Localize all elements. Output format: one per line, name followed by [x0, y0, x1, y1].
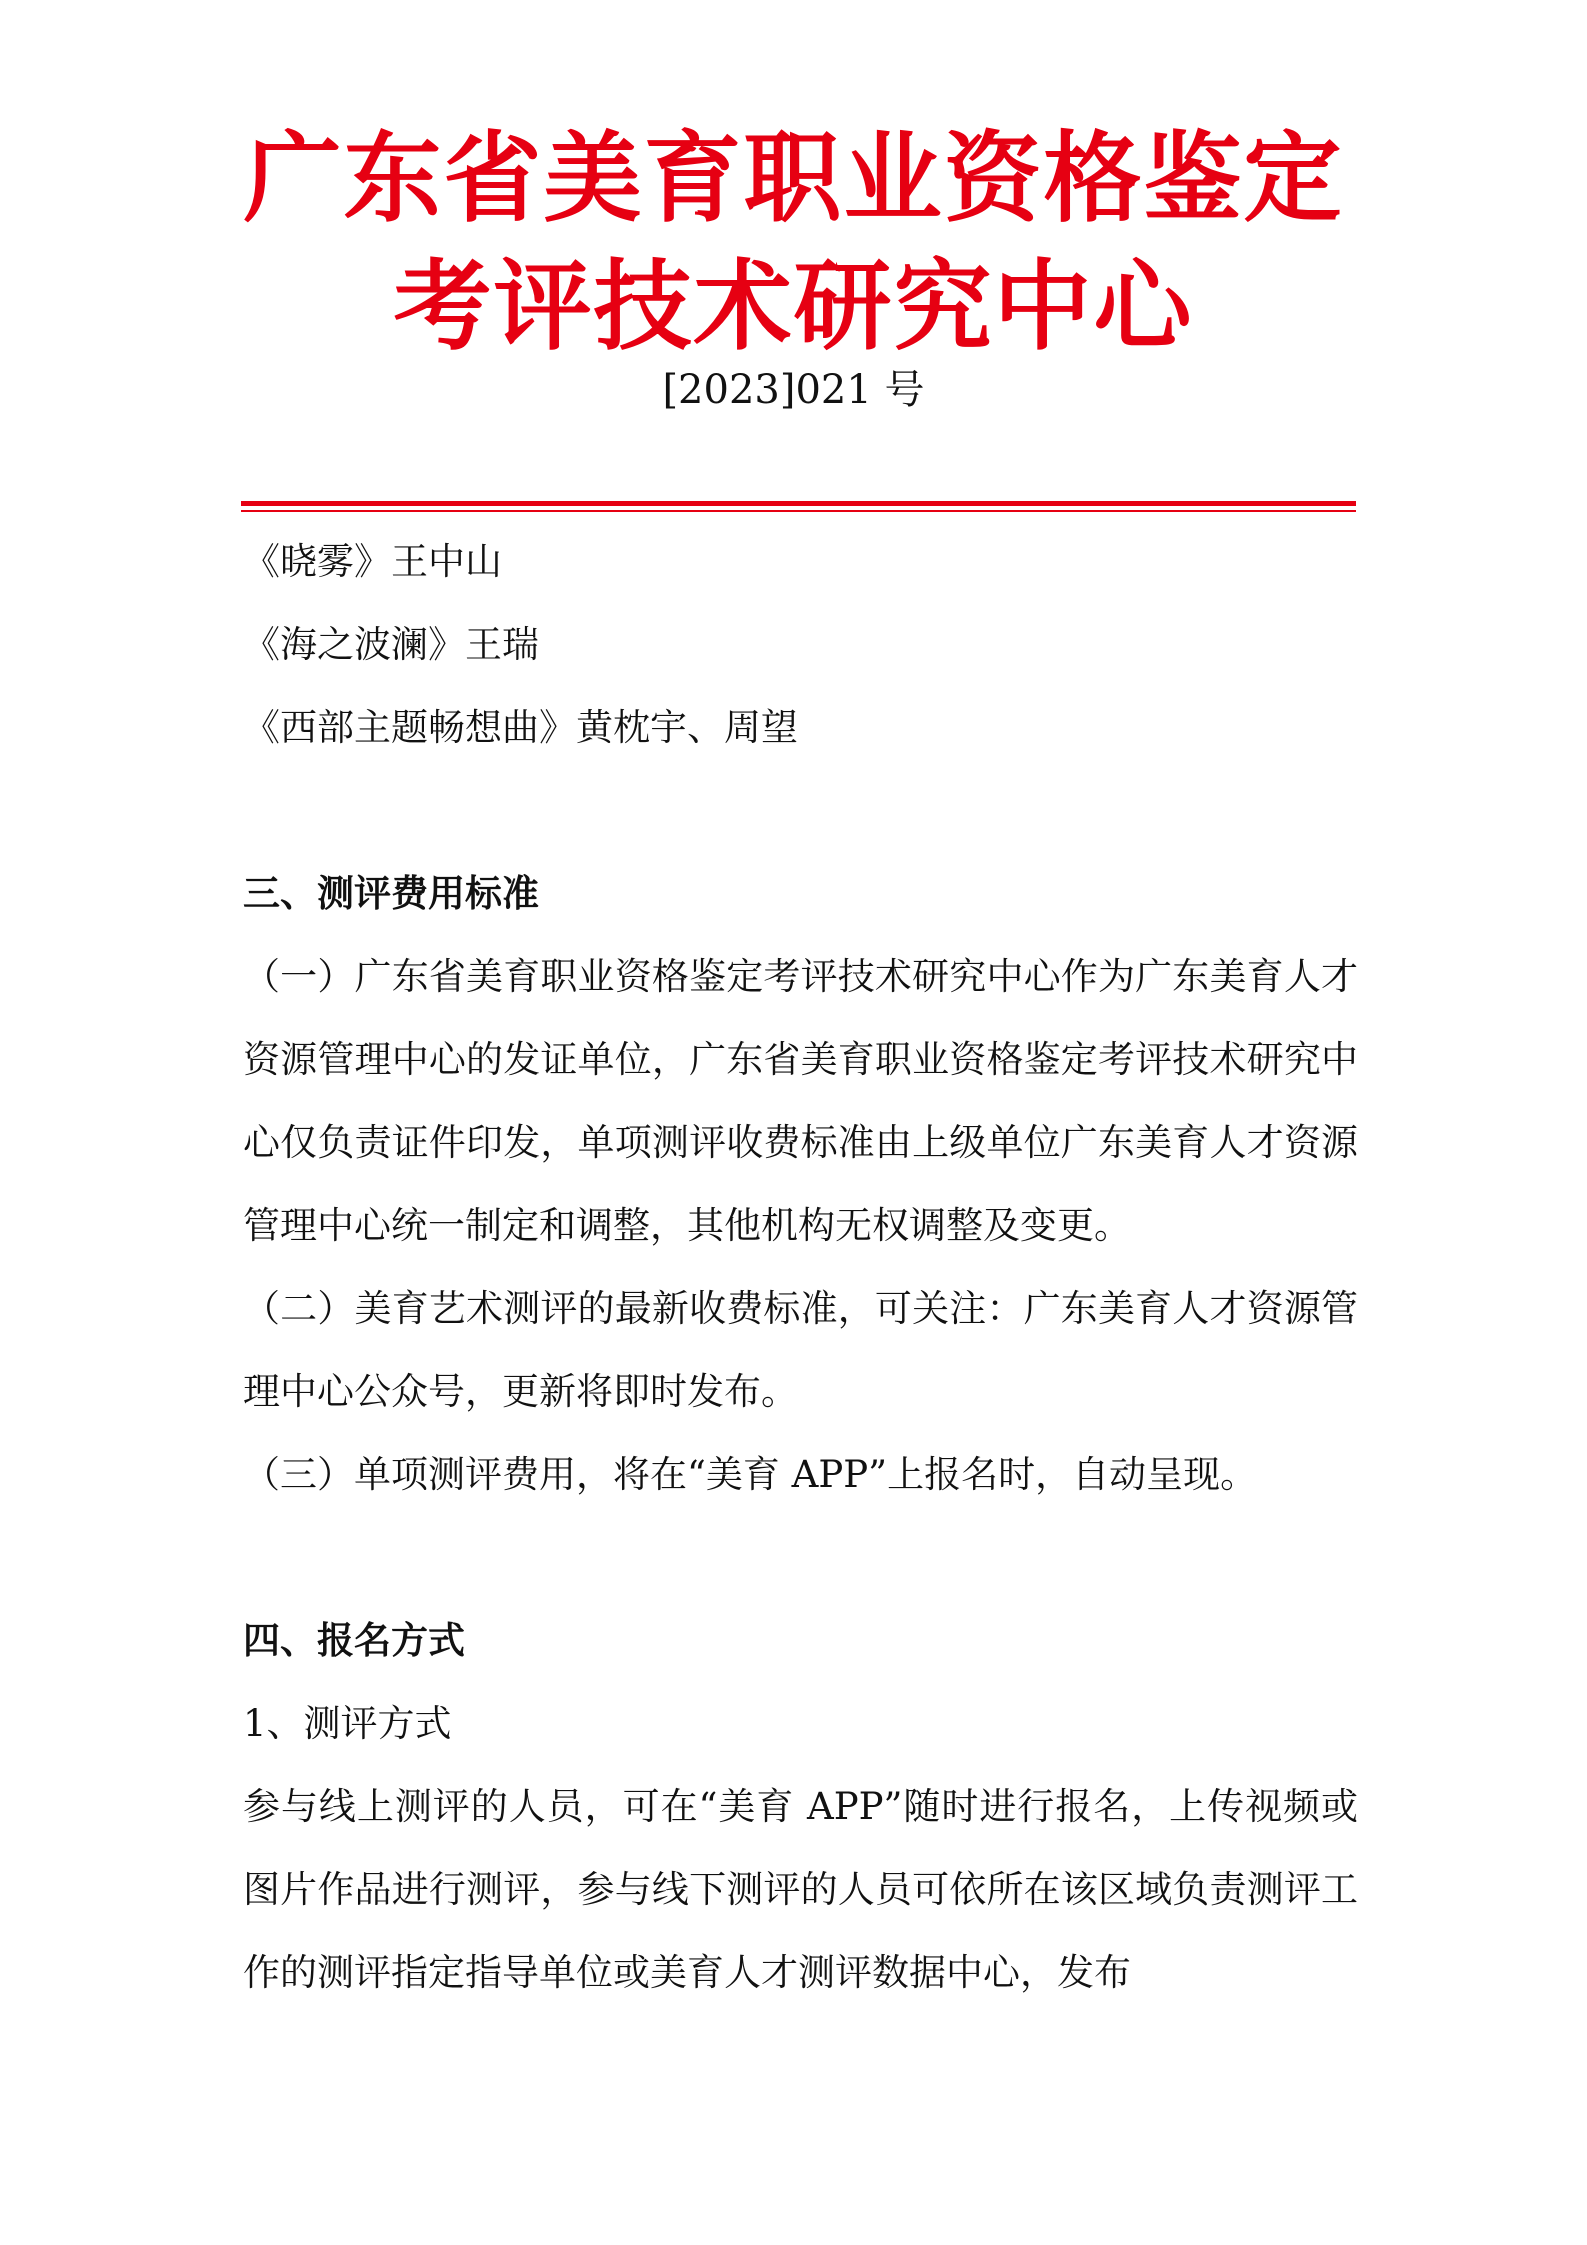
- spacer: [243, 1516, 1358, 1599]
- document-body: [243, 520, 1358, 2014]
- header-divider-thin: [241, 510, 1356, 512]
- section3-paragraph-1: （一）广东省美育职业资格鉴定考评技术研究中心作为广东美育人才资源管理中心的发证单位，广东省美育职业资格鉴定考评技术研究中心仅负责证件印发，单项测评收费标准由上级单位广东美育人才资源管理中心统一制定和调整，其他机构无权调整及变更。: [243, 955, 1358, 1247]
- work-item: 《西部主题畅想曲》黄枕宇、周望: [243, 706, 798, 749]
- section4-paragraph: 参与线上测评的人员，可在“美育 APP”随时进行报名，上传视频或图片作品进行测评，参与线下测评的人员可依所在该区域负责测评工作的测评指定指导单位或美育人才测评数据中心，发布: [243, 1785, 1358, 1994]
- work-item: 《晓雾》王中山: [243, 540, 502, 583]
- section4-subheading: 1、测评方式: [243, 1702, 452, 1745]
- work-item: 《海之波澜》王瑞: [243, 623, 539, 666]
- header-title-line2: 考评技术研究中心: [393, 249, 1194, 364]
- spacer: [243, 769, 1358, 852]
- header-divider-thick: [241, 501, 1356, 506]
- section4-heading: 四、报名方式: [243, 1618, 465, 1662]
- section3-paragraph-3: （三）单项测评费用，将在“美育 APP”上报名时，自动呈现。: [243, 1453, 1258, 1496]
- header-title-line1: 广东省美育职业资格鉴定: [243, 121, 1344, 236]
- section3-paragraph-2: （二）美育艺术测评的最新收费标准，可关注：广东美育人才资源管理中心公众号，更新将即时发布。: [243, 1287, 1358, 1413]
- document-number: [2023]021 号: [662, 367, 925, 413]
- section3-heading: 三、测评费用标准: [243, 871, 539, 915]
